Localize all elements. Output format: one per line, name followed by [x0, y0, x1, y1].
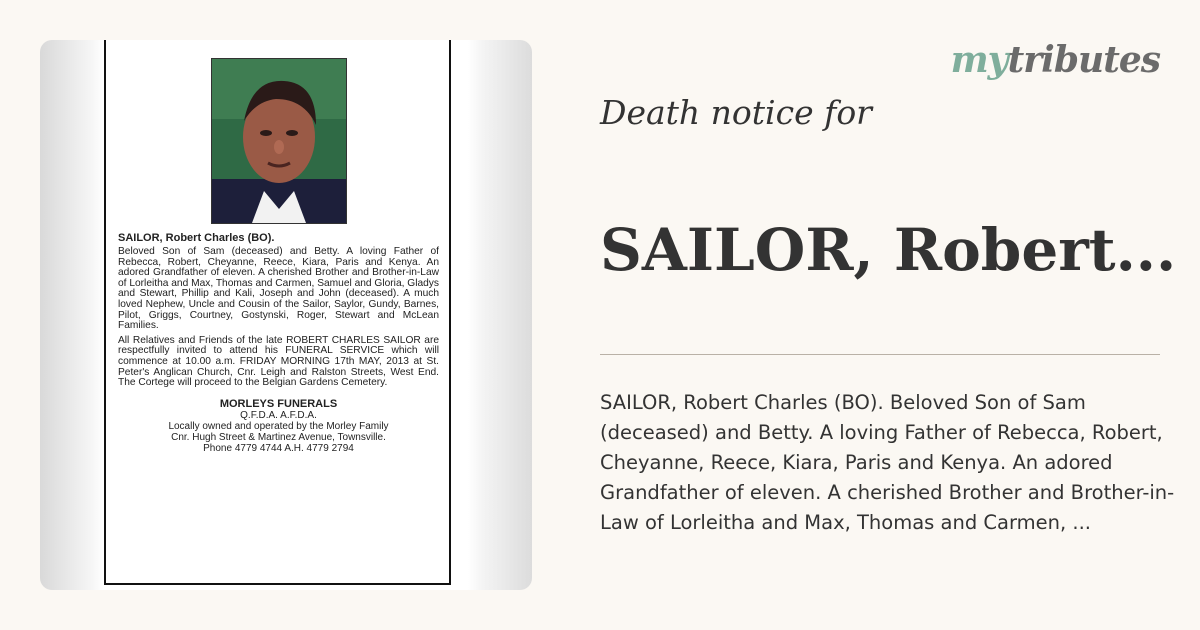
notice-clipping-image — [40, 40, 532, 590]
funeral-home-phone: Phone 4779 4744 A.H. 4779 2794 — [203, 442, 354, 454]
funeral-home-accreditation: Q.F.D.A. A.F.D.A. — [240, 409, 317, 421]
funeral-home-address: Cnr. Hugh Street & Martinez Avenue, Townsville. — [171, 431, 386, 443]
mytributes-logo — [951, 36, 1160, 84]
deceased-name: SAILOR, Robert... — [600, 216, 1177, 284]
newspaper-clipping — [104, 40, 451, 585]
logo-tributes: tributes — [1007, 39, 1160, 81]
funeral-home-title: MORLEYS FUNERALS — [219, 397, 338, 410]
divider — [600, 354, 1160, 355]
clipping-family-paragraph: Beloved Son of Sam (deceased) and Betty. A loving Father of Rebecca, Robert, Cheyanne, Reece, Kiara, Paris and Kenya. An adored Grandfather of eleven. A cherished Brother and Brother-in-Law of Lorleitha and Max, Thomas and Carmen, Samuel and Gloria, Gladys and Stewart, Phillip and Kali, Joseph and John (deceased). A much loved Nephew, Uncle and Cousin of the Sailor, Saylor, Gundy, Barnes, Pilot, Griggs, Courtney, Gostynski, Roger, Stewart and McLean Families. — [118, 246, 439, 332]
funeral-home-ownership: Locally owned and operated by the Morley Family — [168, 420, 389, 432]
notice-label: Death notice for — [600, 93, 872, 132]
funeral-home-block — [118, 399, 439, 454]
notice-excerpt: SAILOR, Robert Charles (BO). Beloved Son of Sam (deceased) and Betty. A loving Father of Rebecca, Robert, Cheyanne, Reece, Kiara, Paris and Kenya. An adored Grandfather of eleven. A cherished Brother and Brother-in-Law of Lorleitha and Max, Thomas and Carmen, ... — [600, 391, 1175, 534]
portrait-photo — [211, 58, 347, 224]
logo-my: my — [950, 39, 1008, 81]
clipping-funeral-paragraph: All Relatives and Friends of the late ROBERT CHARLES SAILOR are respectfully invited to attend his FUNERAL SERVICE which will commence at 10.00 a.m. FRIDAY MORNING 17th MAY, 2013 at St. Peter's Anglican Church, Cnr. Leigh and Ralston Streets, West End. The Cortege will proceed to the Belgian Gardens Cemetery. — [118, 334, 439, 389]
clipping-name-line: SAILOR, Robert Charles (BO). — [118, 232, 275, 244]
